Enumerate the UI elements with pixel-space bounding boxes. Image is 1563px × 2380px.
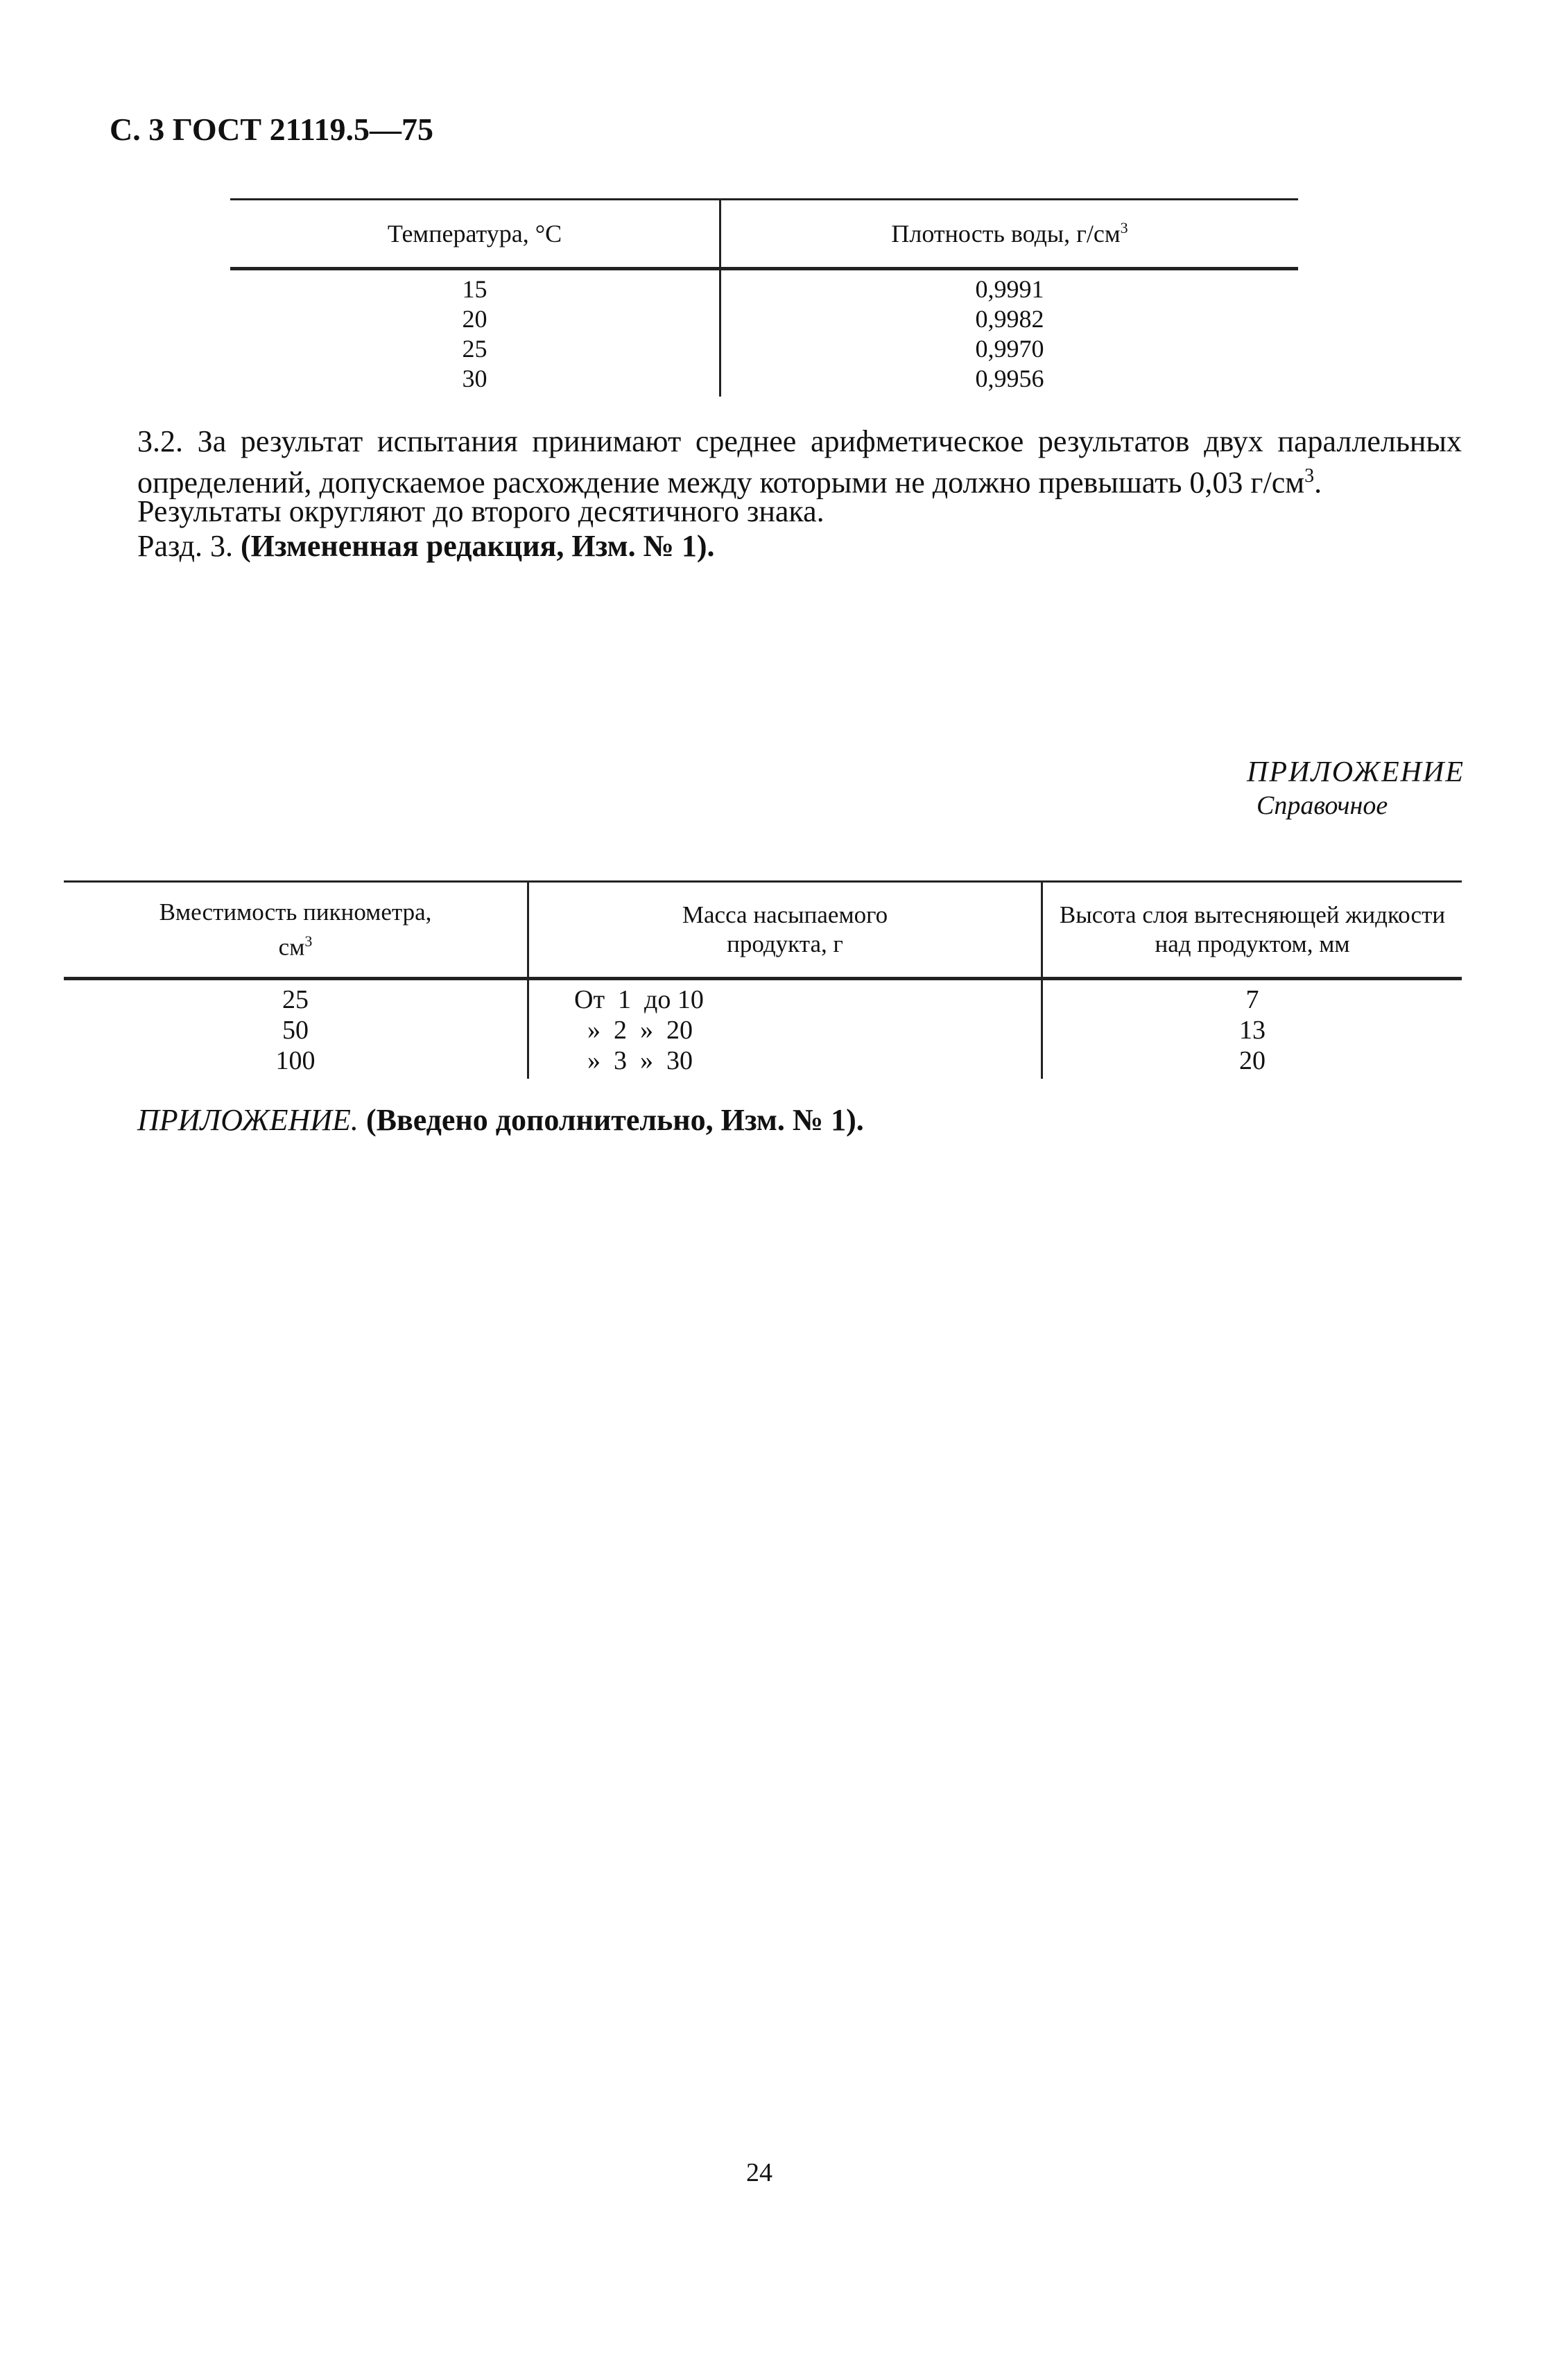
height-header-line1: Высота слоя вытесняющей жидкости [1059,901,1446,928]
capacity-header-line2: см [278,933,305,961]
paragraph-3-2-text: 3.2. За результат испытания принимают среднее арифметическое результатов двух параллельных определений, допускаемое расхождение между которыми не должно превышать 0,03 г/см [137,424,1462,500]
mass-header [528,882,1042,979]
density-header-label: Плотность воды, г/см [891,220,1121,247]
appendix-note-italic: ПРИЛОЖЕНИЕ. [137,1103,359,1137]
density-values: 0,9991 0,9982 0,9970 0,9956 [975,275,1044,392]
appendix-subtitle: Справочное [1257,791,1388,820]
table-header-row [230,200,1298,269]
height-header [1042,882,1462,979]
capacity-header [64,882,528,979]
pycnometer-table [64,880,1462,1079]
appendix-title: ПРИЛОЖЕНИЕ [1247,756,1465,788]
height-header-line2: над продуктом, мм [1155,930,1350,957]
paragraph-3-2-sup: 3 [1304,465,1315,487]
section-note-bold: (Измененная редакция, Изм. № 1). [240,529,715,563]
paragraph-3-2 [137,424,1462,501]
rounding-paragraph: Результаты округляют до второго десятичного знака. [137,494,824,528]
paragraph-3-2-end: . [1314,465,1322,500]
height-values: 7 13 20 [1239,985,1266,1075]
section-note [137,529,714,564]
capacity-values: 25 50 100 [64,979,528,1079]
temperature-header: Температура, °С [230,200,720,269]
table-row [230,269,1298,397]
page-number: 24 [746,2158,772,2187]
temperature-values: 15 20 25 30 [230,269,720,397]
density-header-sup: 3 [1120,219,1128,236]
document-header: С. 3 ГОСТ 21119.5—75 [110,112,434,147]
mass-header-line1: Масса насыпаемого [682,901,888,928]
section-note-prefix: Разд. 3. [137,529,241,563]
table-row [64,979,1462,1079]
table-header-row [64,882,1462,979]
mass-values: От 1 до 10 » 2 » 20 » 3 » 30 [574,985,704,1075]
capacity-header-sup: 3 [304,932,313,950]
mass-header-line2: продукта, г [727,930,843,957]
density-header [720,200,1299,269]
capacity-header-line1: Вместимость пикнометра, [159,898,432,926]
appendix-note-bold: (Введено дополнительно, Изм. № 1). [358,1103,864,1137]
water-density-table [230,198,1298,397]
appendix-note [137,1102,864,1138]
